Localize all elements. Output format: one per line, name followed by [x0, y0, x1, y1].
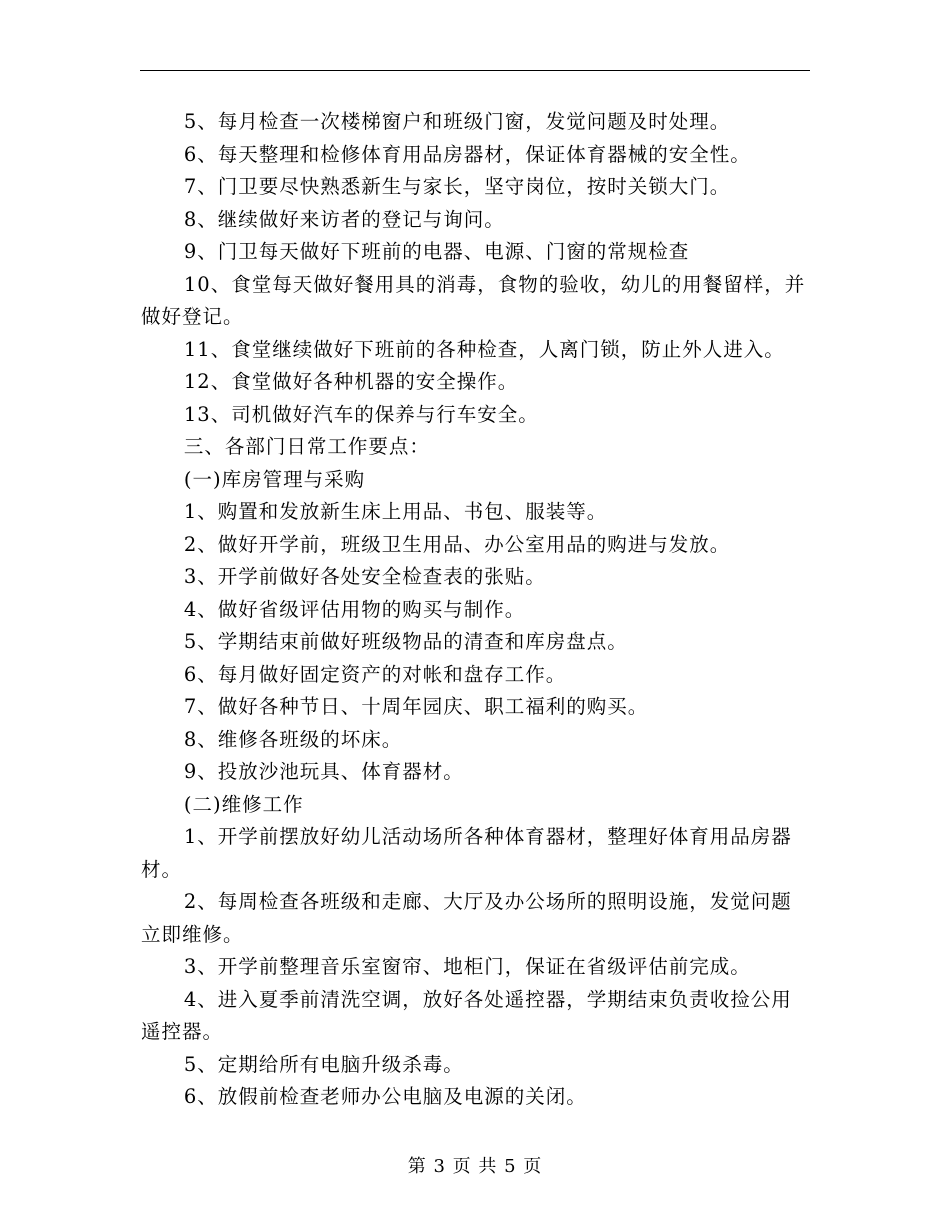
paragraph: 1、开学前摆放好幼儿活动场所各种体育器材，整理好体育用品房器材。 — [141, 825, 792, 881]
paragraph: 6、放假前检查老师办公电脑及电源的关闭。 — [183, 1085, 587, 1108]
page-footer: 第 3 页 共 5 页 — [407, 1156, 543, 1177]
paragraph: 12、食堂做好各种机器的安全操作。 — [183, 370, 519, 393]
section-heading: 三、各部门日常工作要点： — [183, 435, 430, 458]
paragraph: 9、门卫每天做好下班前的电器、电源、门窗的常规检查 — [183, 240, 690, 263]
paragraph: 2、每周检查各班级和走廊、大厅及办公场所的照明设施，发觉问题立即维修。 — [141, 890, 792, 946]
paragraph: 8、维修各班级的坏床。 — [183, 727, 403, 751]
header-rule — [140, 70, 810, 71]
subsection-heading: (二)维修工作 — [183, 792, 304, 816]
paragraph: 4、做好省级评估用物的购买与制作。 — [183, 597, 526, 621]
paragraph: 5、定期给所有电脑升级杀毒。 — [183, 1052, 464, 1076]
paragraph: 1、购置和发放新生床上用品、书包、服装等。 — [183, 500, 608, 523]
paragraph: 6、每月做好固定资产的对帐和盘存工作。 — [183, 662, 567, 686]
paragraph: 3、开学前做好各处安全检查表的张贴。 — [183, 565, 546, 588]
paragraph: 3、开学前整理音乐室窗帘、地柜门，保证在省级评估前完成。 — [183, 955, 751, 978]
paragraph: 2、做好开学前，班级卫生用品、办公室用品的购进与发放。 — [183, 532, 731, 556]
paragraph: 6、每天整理和检修体育用品房器材，保证体育器械的安全性。 — [183, 142, 751, 166]
paragraph: 5、学期结束前做好班级物品的清查和库房盘点。 — [183, 630, 628, 653]
paragraph: 13、司机做好汽车的保养与行车安全。 — [183, 402, 539, 426]
subsection-heading: (一)库房管理与采购 — [183, 467, 366, 491]
document-body — [141, 106, 811, 1114]
paragraph: 4、进入夏季前清洗空调，放好各处遥控器，学期结束负责收捡公用遥控器。 — [141, 987, 792, 1043]
paragraph: 7、做好各种节日、十周年园庆、职工福利的购买。 — [183, 695, 649, 718]
paragraph: 11、食堂继续做好下班前的各种检查，人离门锁，防止外人进入。 — [183, 337, 785, 361]
paragraph: 7、门卫要尽快熟悉新生与家长，坚守岗位，按时关锁大门。 — [183, 175, 731, 198]
paragraph: 10、食堂每天做好餐用具的消毒，食物的验收，幼儿的用餐留样，并做好登记。 — [141, 272, 806, 328]
paragraph: 5、每月检查一次楼梯窗户和班级门窗，发觉问题及时处理。 — [183, 110, 731, 133]
paragraph: 8、继续做好来访者的登记与询问。 — [183, 207, 505, 231]
paragraph: 9、投放沙池玩具、体育器材。 — [183, 760, 464, 783]
